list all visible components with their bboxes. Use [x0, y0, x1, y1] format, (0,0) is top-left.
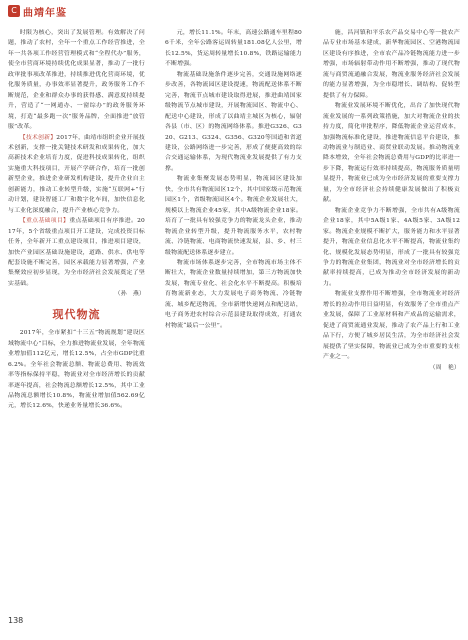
- paragraph: 物流业集聚发展态势明显，物流园区建设加快，全市共有物流园区12个，其中国家级示范物流园区1个，省级物流园区4个。物流企业发展壮大，规模以上物流企业45家，其中A级物流企业18家。培育了一批具有较强竞争力的物流龙头企业，推动物流企业转型升级，提升物流服务水平，农村物流、冷链物流、电商物流快速发展，县、乡、村三级物流配送体系逐步建立。: [165, 176, 302, 256]
- paragraph: [8, 133, 145, 217]
- paragraph: 物流市场体系逐步完善，全市物流市场主体不断壮大，物流企业数量持续增加，第三方物流加快发展，物流专业化、社会化水平不断提高。积极培育物流新业态，大力发展电子商务物流、冷链物流、城乡配送物流，全市新增快递网点和配送站，电子商务进农村综合示范县建设取得成效，打通农村物流“最后一公里”。: [165, 259, 302, 329]
- text-column-left: [8, 28, 145, 412]
- paragraph-text: 重点基础项目有序推进。2017年，5个省级重点项目开工建设，完成投资目标任务，全年新开工重点建设项目，推进项目建设，加快产业园区基础设施建设，道路、供水、供电等配套设施不断完善，园区承载能力显著增强，产业集聚效应初步显现，为全市经济社会发展奠定了坚实基础。: [8, 218, 145, 287]
- paragraph: 施，昌河镇和平乐农产品交易中心等一批农产品专业市场基本建成，新华物流园区、空港物流园区建设有序推进，全市农产品冷链物流能力进一步增强，市场辐射带动作用不断增强，推动了现代物流与商贸流通融合发展，物流业服务经济社会发展的能力显著增强，为全市稳增长、调结构、促转型提供了有力保障。: [323, 30, 460, 99]
- section-label: 【重点基础项目】: [19, 218, 70, 225]
- paragraph: 物流业支撑作用不断增强，全市物流业对经济增长的拉动作用日益明显，有效服务了全市重点产业发展，保障了工业原材料和产成品的运输需求，促进了商贸流通业发展，推动了农产品上行和工业品下行，方便了城乡居民生活，为全市经济社会发展提供了坚实保障，物流业已成为全市重要的支柱产业之一。: [323, 291, 460, 361]
- journal-logo-icon: C: [8, 5, 20, 17]
- paragraph: 2017年，全市紧扣“十三五”物流规划“建设区域物流中心”目标，全力推进物流业发展，全年物流业增加值112亿元，增长12.5%，占全市GDP比重6.2%。全年社会物流总额、物流总费用、物流效率等指标保持平稳，物流业对全市经济增长的贡献率逐年提高，社会物流总额增长12.5%，其中工业品物流总额增长10.8%，物流业增加值562.69亿元，增长12.6%，快递业务量增长36.6%。: [8, 330, 145, 410]
- section-label: 【技术创新】: [19, 134, 57, 141]
- author-credit: （周 艳）: [429, 364, 460, 371]
- page-header: [8, 3, 67, 19]
- paragraph: 物流企业竞争力不断增强，全市共有A级物流企业18家，其中5A级1家、4A级5家、3A级12家。物流企业规模不断扩大，服务能力和水平显著提升，物流企业信息化水平不断提高，物流业集约化、规模化发展态势明显，形成了一批具有较强竞争力的物流企业集团，物流业对全市经济增长的贡献率持续提高，已成为推动全市经济发展的新动力。: [323, 207, 460, 287]
- paragraph: 时限为核心，突出了发展管理。有效解决了问题，推动了农村，全年一个重点工作经营推进，全年一共各项工作经营管理模式和“全程代办”服务，使全市营商环境持续优化成果显著，推动了一批行政审批事项改革推进，持续推进优化营商环境，优化服务质量，办事效率显著提升，政务服务工作不断规范，企业和群众办事的获得感、满意度持续提升，营造了“一网通办、一窗综办”的政务服务环境，打造“最多跑一次”服务品牌，全面推进“放管服”改革。: [8, 30, 145, 131]
- author-credit: （孙 燕）: [114, 291, 145, 298]
- paragraph-text: 2017年，曲靖市组织企业开展技术创新，支撑一批关键技术研发和成果转化，加大高新技术企业培育力度，促进科技成果转化，组织实施重大科技项目，开展产学研合作，培育一批创新型企业，推进企业研发机构建设，提升企业自主创新能力，推动工业转型升级，实施“互联网+”行动计划，建设智能工厂和数字化车间，加快信息化与工业化深度融合，提升产业核心竞争力。: [8, 134, 145, 214]
- text-column-middle: [165, 28, 302, 331]
- section-heading: 现代物流: [52, 307, 101, 321]
- paragraph: [8, 216, 145, 289]
- page-number: 138: [8, 616, 24, 625]
- text-column-right: [323, 28, 460, 373]
- paragraph: 物流基础设施条件逐步完善，交通设施网络逐步改善，各物流园区建设提速，物流配送体系不断完善，物流节点城市建设取得进展，推进曲靖国家级物流节点城市建设，开展物流园区、物流中心、配送中心建设，形成了以曲靖主城区为核心，辐射各县（市、区）的物流网络体系。推进G326、G320、G213、G324、G356、G320等国道和省道建设，公路网络进一步完善，形成了便捷高效的综合交通运输体系，为现代物流业发展提供了有力支撑。: [165, 71, 302, 172]
- paragraph: 物流业发展环境不断优化，出台了加快现代物流业发展的一系列政策措施，加大对物流企业的扶持力度，简化审批程序，降低物流企业运营成本，加强物流标准化建设，推进物流信息平台建设，推动物流业与制造业、商贸业联动发展。推动物流业降本增效，全年社会物流总费用与GDP的比率进一步下降，物流运行效率持续提高，物流服务质量明显提升，物流业已成为全市经济发展的重要支撑力量，为全市经济社会持续健康发展做出了积极贡献。: [323, 103, 460, 204]
- paragraph: 元，增长11.1%。年末，高速公路通车里程806千米，全年公路客运周转量181.08亿人公里，增长12.5%，货运周转量增长10.8%，铁路运输能力不断增强。: [165, 30, 302, 68]
- journal-title: 曲靖年鉴: [23, 7, 67, 19]
